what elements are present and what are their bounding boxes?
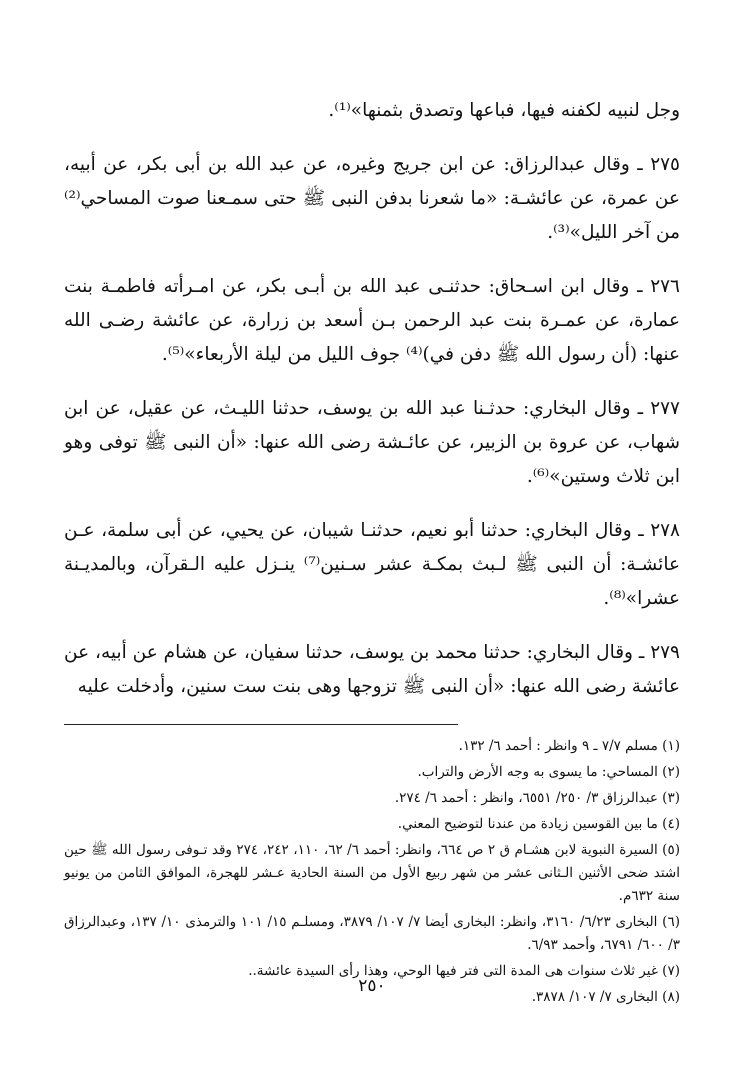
footnote-5: (٥) السيرة النبوية لابن هشـام ق ٢ ص ٦٦٤، وانظر: أحمد ٦/ ٦٢، ١١٠، ٢٤٢، ٢٧٤ وقد تـوفى رسول الله ﷺ حين اشتد ضحى الأثنين الـثانى عشر من شهر ربيع الأول من السنة الحادية عـشر للهجرة، الموافق الثامن من يونيو سنة ٦٣٢م. <box>64 842 680 904</box>
paragraph-278: ٢٧٨ ـ وقال البخاري: حدثنا أبو نعيم، حدثنـا شيبان، عن يحيي، عن أبى سلمة، عـن عائشـة: أن النبى ﷺ لـبث بمكـة عشر سـنين⁽⁷⁾ ينـزل عليه الـقرآن، وبالمديـنة عشرا»⁽⁸⁾. <box>64 520 680 609</box>
footnote-4: (٤) ما بين القوسين زيادة من عندنا لتوضيح المعني. <box>397 816 680 832</box>
paragraph-continuation: وجل لنبيه لكفنه فيها، فباعها وتصدق بثمنها»⁽¹⁾. <box>328 100 680 121</box>
footnote-7: (٧) غير ثلاث سنوات هى المدة التى فتر فيها الوحي، وهذا رأى السيدة عائشة.. <box>248 963 680 979</box>
footnote-divider <box>64 724 458 725</box>
footnote-list <box>64 735 680 1009</box>
paragraph-279: ٢٧٩ ـ وقال البخاري: حدثنا محمد بن يوسف، حدثنا سفيان، عن هشام عن أبيه، عن عائشة رضى الله عنها: «أن النبى ﷺ تزوجها وهى بنت ست سنين، وأدخلت عليه <box>64 642 680 697</box>
footnote-6: (٦) البخارى ٦/٢٣/ ٣١٦٠، وانظر: البخارى أيضا ٧/ ١٠٧/ ٣٨٧٩، ومسلـم ١٥/ ١٠١ والترمذى ١٠/ ١٣٧، وعبدالرزاق ٣/ ٦٠٠/ ٦٧٩١، وأحمد ٦/٩٣. <box>64 914 680 953</box>
page-number: ٢٥٠ <box>358 976 386 996</box>
footnote-3: (٣) عبدالرزاق ٣/ ٢٥٠/ ٦٥٥١، وانظر : أحمد ٦/ ٢٧٤. <box>394 790 680 806</box>
paragraph-275: ٢٧٥ ـ وقال عبدالرزاق: عن ابن جريج وغيره، عن عبد الله بن أبى بكر، عن أبيه، عن عمرة، عن عائشـة: «ما شعرنا بدفن النبى ﷺ حتى سمـعنا صوت المساحي⁽²⁾ من آخر الليل»⁽³⁾. <box>64 154 680 243</box>
paragraph-277: ٢٧٧ ـ وقال البخاري: حدثـنا عبد الله بن يوسف، حدثنا الليـث، عن عقيل، عن ابن شهاب، عن عروة بن الزبير، عن عائـشة رضى الله عنها: «أن النبى ﷺ توفى وهو ابن ثلاث وستين»⁽⁶⁾. <box>64 398 680 487</box>
main-text <box>64 94 680 704</box>
footnotes-section <box>64 724 680 1009</box>
footnote-8: (٨) البخارى ٧/ ١٠٧/ ٣٨٧٨. <box>531 989 680 1005</box>
footnote-2: (٢) المساحي: ما يسوى به وجه الأرض والتراب. <box>417 764 680 780</box>
footnote-1: (١) مسلم ٧/٧ ـ ٩ وانظر : أحمد ٦/ ١٣٢. <box>458 738 680 754</box>
paragraph-276: ٢٧٦ ـ وقال ابن اسـحاق: حدثنـى عبد الله بن أبـى بكر، عن امـرأته فاطمـة بنت عمارة، عن عمـرة بنت عبد الرحمن بـن أسعد بن زرارة، عن عائشة رضـى الله عنها: (أن رسول الله ﷺ دفن في)⁽⁴⁾ جوف الليل من ليلة الأربعاء»⁽⁵⁾. <box>64 276 680 365</box>
